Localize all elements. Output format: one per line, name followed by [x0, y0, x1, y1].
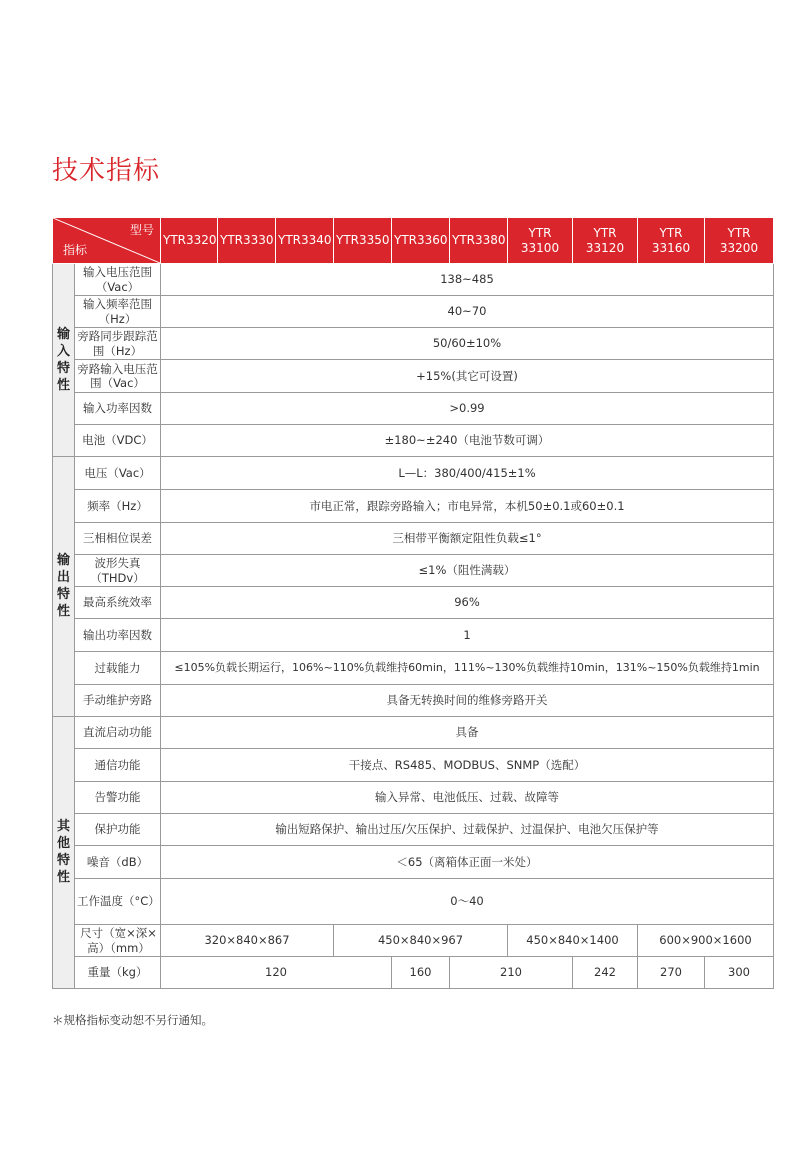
table-header-row [53, 218, 774, 264]
row-label: 输入功率因数 [75, 393, 161, 425]
table-row [53, 523, 774, 555]
model-header: YTR 33160 [638, 218, 705, 264]
table-row [53, 425, 774, 457]
table-row [53, 490, 774, 523]
row-value: 具备 [161, 717, 774, 749]
row-value: 三相带平衡额定阻性负载≤1° [161, 523, 774, 555]
row-value: 0～40 [161, 879, 774, 925]
group-input: 输入特性 [53, 264, 75, 457]
table-row [53, 749, 774, 782]
table-row [53, 296, 774, 328]
row-value: >0.99 [161, 393, 774, 425]
table-row [53, 328, 774, 360]
table-row [53, 925, 774, 957]
row-value: ±180~±240（电池节数可调） [161, 425, 774, 457]
size-value: 450×840×967 [334, 925, 508, 957]
weight-value: 160 [392, 957, 450, 989]
header-index-label: 指标 [63, 243, 88, 257]
page-title: 技术指标 [52, 156, 161, 186]
row-label: 保护功能 [75, 814, 161, 846]
table-row [53, 814, 774, 846]
row-label: 噪音（dB） [75, 846, 161, 879]
table-row [53, 652, 774, 685]
row-value: L—L：380/400/415±1% [161, 457, 774, 490]
table-row [53, 717, 774, 749]
table-row [53, 555, 774, 587]
table-row [53, 846, 774, 879]
model-header: YTR3320 [161, 218, 218, 264]
model-header: YTR3360 [392, 218, 450, 264]
row-label: 三相相位误差 [75, 523, 161, 555]
row-label: 频率（Hz） [75, 490, 161, 523]
row-value: ＜65（离箱体正面一米处） [161, 846, 774, 879]
row-label: 尺寸（宽×深×高）（mm） [75, 925, 161, 957]
model-header: YTR3340 [276, 218, 334, 264]
model-header: YTR 33120 [573, 218, 638, 264]
row-label: 电压（Vac） [75, 457, 161, 490]
table-row [53, 879, 774, 925]
row-label: 工作温度（°C） [75, 879, 161, 925]
row-label: 直流启动功能 [75, 717, 161, 749]
row-label: 最高系统效率 [75, 587, 161, 619]
row-label: 手动维护旁路 [75, 685, 161, 717]
model-header: YTR3380 [450, 218, 508, 264]
row-value: 1 [161, 619, 774, 652]
row-value: 96% [161, 587, 774, 619]
row-value: 138~485 [161, 264, 774, 296]
model-header: YTR 33200 [705, 218, 774, 264]
weight-value: 300 [705, 957, 774, 989]
row-value: 干接点、RS485、MODBUS、SNMP（选配） [161, 749, 774, 782]
row-label: 过载能力 [75, 652, 161, 685]
row-value: 40~70 [161, 296, 774, 328]
model-header: YTR3350 [334, 218, 392, 264]
row-label: 旁路同步跟踪范围（Hz） [75, 328, 161, 360]
footnote: ＊规格指标变动恕不另行通知。 [52, 1013, 213, 1027]
table-row [53, 457, 774, 490]
row-label: 通信功能 [75, 749, 161, 782]
row-label: 电池（VDC） [75, 425, 161, 457]
row-label: 输入电压范围（Vac） [75, 264, 161, 296]
model-header: YTR 33100 [508, 218, 573, 264]
size-value: 450×840×1400 [508, 925, 638, 957]
row-label: 输出功率因数 [75, 619, 161, 652]
header-model-label: 型号 [129, 223, 154, 237]
header-corner [53, 218, 161, 264]
weight-value: 242 [573, 957, 638, 989]
table-row [53, 782, 774, 814]
table-row [53, 957, 774, 989]
model-header: YTR3330 [218, 218, 276, 264]
row-label: 重量（kg） [75, 957, 161, 989]
table-row [53, 685, 774, 717]
spec-table [52, 217, 774, 989]
size-value: 320×840×867 [161, 925, 334, 957]
row-label: 告警功能 [75, 782, 161, 814]
table-row [53, 264, 774, 296]
row-label: 输入频率范围（Hz） [75, 296, 161, 328]
row-value: 输入异常、电池低压、过载、故障等 [161, 782, 774, 814]
row-value: 50/60±10% [161, 328, 774, 360]
weight-value: 120 [161, 957, 392, 989]
table-row [53, 619, 774, 652]
weight-value: 270 [638, 957, 705, 989]
group-other: 其他特性 [53, 717, 75, 989]
row-value: 市电正常，跟踪旁路输入；市电异常，本机50±0.1或60±0.1 [161, 490, 774, 523]
table-row [53, 360, 774, 393]
row-label: 波形失真（THDv） [75, 555, 161, 587]
size-value: 600×900×1600 [638, 925, 774, 957]
weight-value: 210 [450, 957, 573, 989]
table-row [53, 587, 774, 619]
row-label: 旁路输入电压范围（Vac） [75, 360, 161, 393]
row-value: 具备无转换时间的维修旁路开关 [161, 685, 774, 717]
row-value: ≤105%负载长期运行，106%~110%负载维持60min，111%~130%负载维持10min，131%~150%负载维持1min [161, 652, 774, 685]
row-value: ≤1%（阻性满载） [161, 555, 774, 587]
row-value: +15%(其它可设置) [161, 360, 774, 393]
group-output: 输出特性 [53, 457, 75, 717]
row-value: 输出短路保护、输出过压/欠压保护、过载保护、过温保护、电池欠压保护等 [161, 814, 774, 846]
table-row [53, 393, 774, 425]
